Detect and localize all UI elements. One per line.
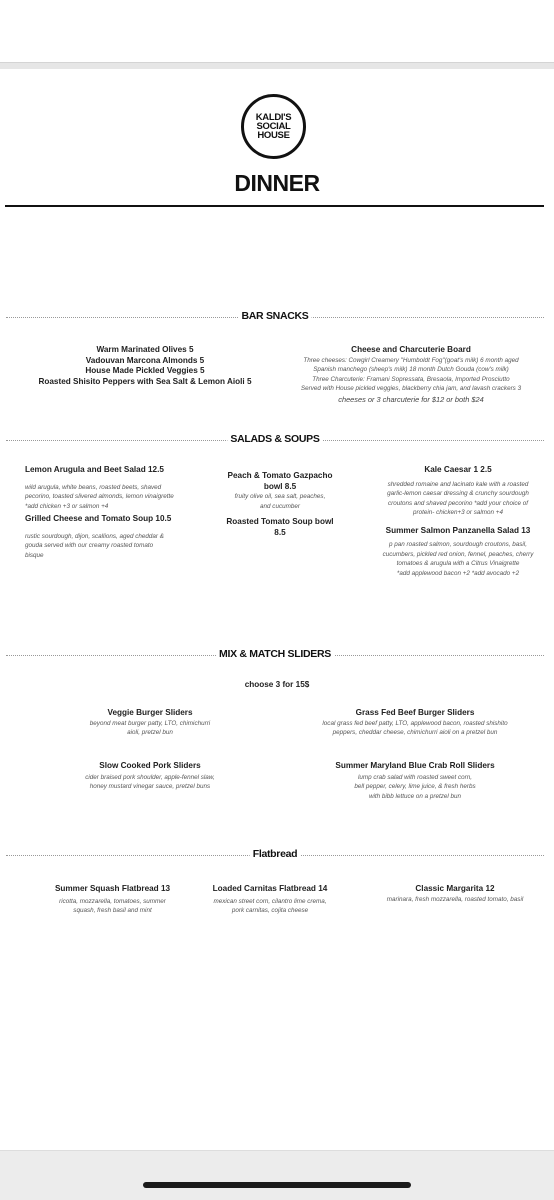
- item-description: ricotta, mozzarella, tomatoes, summer: [59, 897, 166, 905]
- menu-item-name: Grilled Cheese and Tomato Soup 10.5: [25, 514, 172, 524]
- item-description: tomatoes & arugula with a Citrus Vinaigrette: [396, 560, 520, 568]
- item-description: Spanish manchego (sheep's milk) 18 month Dutch Gouda (cow's milk): [313, 366, 509, 374]
- flatbread-item: [30, 884, 195, 916]
- logo-text: KALDI'S SOCIAL HOUSE: [255, 112, 292, 141]
- item-description: bisque: [25, 551, 44, 559]
- home-indicator[interactable]: [143, 1182, 411, 1188]
- menu-item-name: Summer Salmon Panzanella Salad 13: [385, 525, 531, 535]
- item-description: lump crab salad with roasted sweet corn,: [357, 773, 473, 781]
- item-description: pork carnitas, cojita cheese: [231, 907, 309, 915]
- salads-column-3: [368, 465, 548, 578]
- status-area: [0, 0, 554, 62]
- flatbread-heading: Flatbread: [6, 848, 544, 862]
- menu-item-name: Kale Caesar 1 2.5: [424, 465, 492, 474]
- item-description: local grass fed beef patty, LTO, applewood bacon, roasted shishito: [322, 719, 508, 727]
- item-description: croutons and shaved pecorino *add your choice of: [387, 499, 529, 507]
- sliders-heading: MIX & MATCH SLIDERS: [6, 648, 544, 662]
- item-description: pecorino, toasted slivered almonds, lemon vinaigrette: [25, 493, 174, 501]
- item-description: bell pepper, celery, lime juice, & fresh herbs: [354, 783, 476, 791]
- item-description: cheeses or 3 charcuterie for $12 or both $24: [338, 394, 484, 404]
- item-description: Three Charcuterie: Framani Sopressata, Bresaola, Imported Prosciutto: [312, 375, 510, 383]
- item-description: squash, fresh basil and mint: [73, 907, 152, 915]
- item-description: wild arugula, white beans, roasted beets, shaved: [25, 483, 162, 491]
- menu-title: DINNER: [234, 170, 320, 196]
- bar-snacks-list: [20, 345, 270, 387]
- sliders-subtitle: choose 3 for 15$: [244, 680, 310, 689]
- item-description: garlic-lemon caesar dressing & crunchy sourdough: [387, 490, 529, 498]
- item-description: marinara, fresh mozzarella, roasted tomato, basil: [386, 895, 524, 903]
- item-description: p pan roasted salmon, sourdough croutons, basil,: [389, 541, 527, 549]
- item-description: beyond meat burger patty, LTO, chimichurri: [89, 719, 211, 727]
- bar-snacks-heading: BAR SNACKS: [6, 310, 544, 324]
- flatbread-item: [195, 884, 345, 916]
- cheese-board-item: [276, 345, 546, 405]
- bottom-toolbar: [0, 1150, 554, 1200]
- menu-item-name: Classic Margarita 12: [415, 884, 495, 893]
- item-description: *add chicken +3 or salmon +4: [25, 502, 109, 510]
- salads-column-2: [215, 471, 345, 538]
- slider-item: [290, 708, 540, 738]
- item-description: with bibb lettuce on a pretzel bun: [368, 792, 462, 800]
- salads-soups-heading: SALADS & SOUPS: [6, 433, 544, 447]
- menu-item-name: Loaded Carnitas Flatbread 14: [212, 884, 328, 893]
- flatbread-item: [365, 884, 545, 904]
- item-name: Cheese and Charcuterie Board: [351, 345, 471, 354]
- menu-item-name: Summer Maryland Blue Crab Roll Sliders: [335, 761, 495, 770]
- menu-item-name: bowl 8.5: [263, 481, 297, 491]
- kaldis-logo: [241, 94, 306, 159]
- item-description: and cucumber: [260, 502, 300, 510]
- menu-item: Vadouvan Marcona Almonds 5: [85, 355, 205, 365]
- toolbar-divider: [0, 62, 554, 69]
- menu-item-name: Lemon Arugula and Beet Salad 12.5: [25, 465, 164, 474]
- menu-item-name: 8.5: [274, 527, 286, 537]
- item-description: aioli, pretzel bun: [127, 729, 173, 737]
- title-divider: [5, 205, 544, 207]
- item-description: *add applewood bacon +2 *add avocado +2: [396, 569, 520, 577]
- menu-item: Roasted Shisito Peppers with Sea Salt & Lemon Aioli 5: [38, 376, 252, 386]
- item-description: gouda served with our creamy roasted tomato: [25, 542, 154, 550]
- item-description: honey mustard vinegar sauce, pretzel buns: [89, 783, 211, 791]
- menu-page: [0, 70, 554, 1150]
- menu-item-name: Slow Cooked Pork Sliders: [99, 761, 201, 770]
- item-description: protein- chicken+3 or salmon +4: [413, 509, 503, 517]
- menu-item-name: Roasted Tomato Soup bowl: [226, 517, 334, 527]
- menu-item-name: Veggie Burger Sliders: [107, 708, 193, 717]
- menu-item-name: Summer Squash Flatbread 13: [54, 884, 171, 893]
- item-description: rustic sourdough, dijon, scallions, aged cheddar &: [25, 532, 164, 540]
- menu-item-name: Peach & Tomato Gazpacho: [227, 471, 333, 480]
- salads-column-1: [25, 465, 205, 560]
- slider-item: [290, 761, 540, 801]
- item-description: Three cheeses: Cowgirl Creamery "Humboldt Fog"(goat's milk) 6 month aged: [303, 356, 519, 364]
- menu-item: Warm Marinated Olives 5: [96, 345, 194, 354]
- item-description: mexican street corn, cilantro lime crema,: [213, 897, 327, 905]
- item-description: cucumbers, pickled red onion, fennel, peaches, cherry: [382, 550, 534, 558]
- slider-item: [60, 761, 240, 792]
- slider-item: [60, 708, 240, 738]
- menu-item-name: Grass Fed Beef Burger Sliders: [355, 708, 475, 717]
- item-description: shredded romaine and lacinato kale with a roasted: [387, 480, 529, 488]
- item-description: peppers, cheddar cheese, chimichurri aioli on a pretzel bun: [332, 729, 498, 737]
- item-description: cider braised pork shoulder, apple-fennel slaw,: [85, 773, 215, 781]
- menu-item: House Made Pickled Veggies 5: [85, 366, 205, 376]
- item-description: fruity olive oil, sea salt, peaches,: [234, 493, 326, 501]
- item-description: Served with House pickled veggies, blackberry chia jam, and lavash crackers 3: [300, 385, 522, 393]
